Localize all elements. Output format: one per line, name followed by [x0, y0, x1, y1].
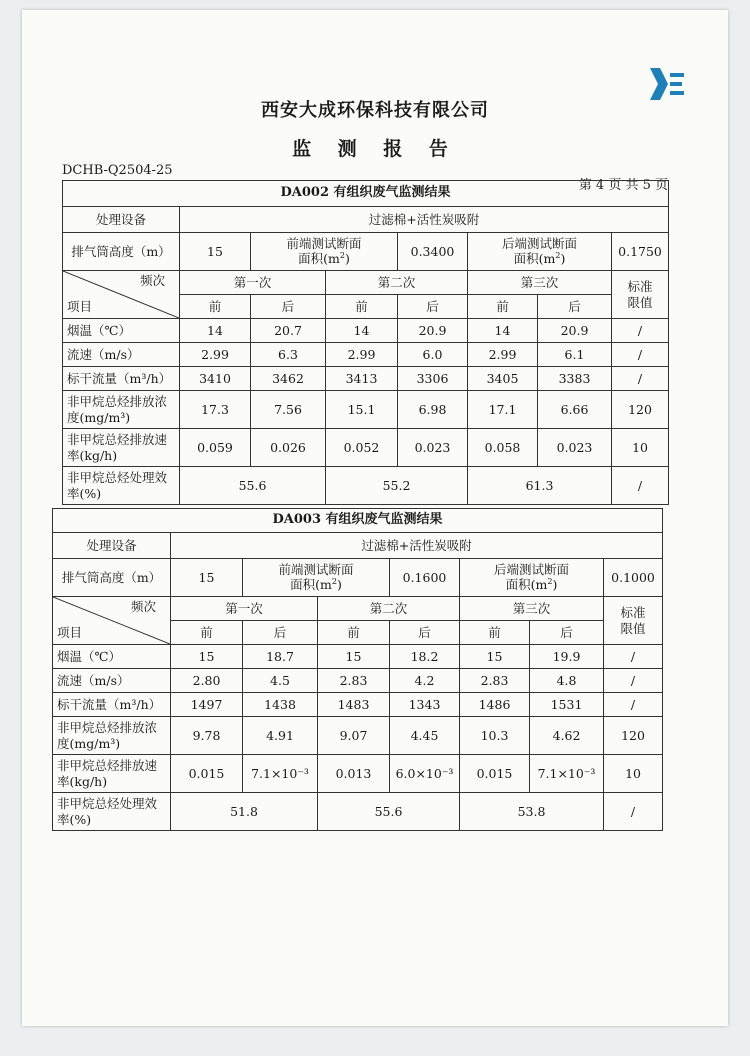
before-label: 前 — [460, 621, 530, 645]
standard-label: 标准 限值 — [612, 271, 669, 319]
after-label: 后 — [390, 621, 460, 645]
section-title: DA003 有组织废气监测结果 — [53, 509, 663, 533]
header-diagonal-cell — [53, 597, 171, 645]
round-3-label: 第三次 — [468, 271, 612, 295]
stack-height-label: 排气筒高度（m） — [53, 559, 171, 597]
item-label: 项目 — [67, 299, 93, 315]
equipment-label: 处理设备 — [63, 207, 180, 233]
monitoring-table-da003 — [52, 508, 663, 831]
after-label: 后 — [243, 621, 318, 645]
document-number: DCHB-Q2504-25 — [62, 163, 173, 178]
standard-value: 10 — [604, 755, 663, 793]
value-cell: 2.99 — [180, 343, 251, 367]
company-name: 西安大成环保科技有限公司 — [261, 100, 489, 121]
value-cell: 4.45 — [390, 717, 460, 755]
row-label: 非甲烷总烃排放速率(kg/h) — [53, 755, 171, 793]
value-cell: 2.83 — [318, 669, 390, 693]
value-cell: 0.059 — [180, 429, 251, 467]
stack-height-value: 15 — [171, 559, 243, 597]
after-label: 后 — [538, 295, 612, 319]
standard-value: / — [612, 319, 669, 343]
value-cell: 19.9 — [530, 645, 604, 669]
value-cell: 18.7 — [243, 645, 318, 669]
table-row — [53, 693, 663, 717]
equipment-value: 过滤棉+活性炭吸附 — [180, 207, 669, 233]
value-cell: 3462 — [251, 367, 326, 391]
efficiency-label: 非甲烷总烃处理效率(%) — [53, 793, 171, 831]
value-cell: 0.015 — [171, 755, 243, 793]
before-label: 前 — [180, 295, 251, 319]
page-number: 第 4 页 共 5 页 — [578, 178, 668, 193]
value-cell: 6.0×10⁻³ — [390, 755, 460, 793]
frequency-label: 频次 — [130, 599, 156, 614]
table-row — [63, 429, 669, 467]
row-label: 烟温（℃） — [63, 319, 180, 343]
efficiency-label: 非甲烷总烃处理效率(%) — [63, 467, 180, 505]
round-3-label: 第三次 — [460, 597, 604, 621]
value-cell: 6.1 — [538, 343, 612, 367]
header-diagonal-cell — [63, 271, 180, 319]
value-cell: 0.058 — [468, 429, 538, 467]
standard-value: 10 — [612, 429, 669, 467]
value-cell: 3410 — [180, 367, 251, 391]
frequency-label: 频次 — [139, 273, 165, 288]
standard-value: / — [612, 343, 669, 367]
report-title: 监 测 报 告 — [292, 138, 458, 160]
report-page — [22, 10, 728, 1026]
standard-value: / — [604, 645, 663, 669]
monitoring-table-da002 — [62, 180, 669, 505]
value-cell: 1531 — [530, 693, 604, 717]
table-row — [63, 367, 669, 391]
before-label: 前 — [318, 621, 390, 645]
row-label: 非甲烷总烃排放浓度(mg/m³) — [63, 391, 180, 429]
value-cell: 6.98 — [398, 391, 468, 429]
value-cell: 1483 — [318, 693, 390, 717]
value-cell: 1486 — [460, 693, 530, 717]
value-cell: 14 — [468, 319, 538, 343]
table-row — [63, 391, 669, 429]
section-title: DA002 有组织废气监测结果 — [63, 181, 669, 207]
back-area-value: 0.1000 — [604, 559, 663, 597]
before-label: 前 — [468, 295, 538, 319]
value-cell: 15 — [171, 645, 243, 669]
table-row — [53, 755, 663, 793]
value-cell: 20.9 — [538, 319, 612, 343]
efficiency-value: 61.3 — [468, 467, 612, 505]
row-label: 非甲烷总烃排放浓度(mg/m³) — [53, 717, 171, 755]
stack-height-value: 15 — [180, 233, 251, 271]
value-cell: 2.99 — [326, 343, 398, 367]
value-cell: 3306 — [398, 367, 468, 391]
value-cell: 14 — [326, 319, 398, 343]
back-area-value: 0.1750 — [612, 233, 669, 271]
standard-label: 标准 限值 — [604, 597, 663, 645]
table-row — [63, 343, 669, 367]
efficiency-value: 55.2 — [326, 467, 468, 505]
before-label: 前 — [326, 295, 398, 319]
value-cell: 9.07 — [318, 717, 390, 755]
value-cell: 0.023 — [398, 429, 468, 467]
back-area-label: 后端测试断面 面积$(m^2)$ — [460, 559, 604, 597]
value-cell: 1497 — [171, 693, 243, 717]
table-row — [63, 319, 669, 343]
standard-value: 120 — [612, 391, 669, 429]
value-cell: 7.1×10⁻³ — [243, 755, 318, 793]
value-cell: 15.1 — [326, 391, 398, 429]
value-cell: 15 — [318, 645, 390, 669]
round-2-label: 第二次 — [318, 597, 460, 621]
row-label: 流速（m/s） — [53, 669, 171, 693]
after-label: 后 — [530, 621, 604, 645]
value-cell: 2.83 — [460, 669, 530, 693]
value-cell: 0.023 — [538, 429, 612, 467]
value-cell: 10.3 — [460, 717, 530, 755]
efficiency-value: 51.8 — [171, 793, 318, 831]
value-cell: 18.2 — [390, 645, 460, 669]
front-area-label: 前端测试断面 面积$(m^2)$ — [251, 233, 398, 271]
row-label: 标干流量（m³/h） — [63, 367, 180, 391]
value-cell: 6.0 — [398, 343, 468, 367]
table-row — [53, 669, 663, 693]
standard-value: / — [612, 467, 669, 505]
row-label: 烟温（℃） — [53, 645, 171, 669]
row-label: 非甲烷总烃排放速率(kg/h) — [63, 429, 180, 467]
value-cell: 0.026 — [251, 429, 326, 467]
value-cell: 2.80 — [171, 669, 243, 693]
value-cell: 4.2 — [390, 669, 460, 693]
value-cell: 14 — [180, 319, 251, 343]
value-cell: 3413 — [326, 367, 398, 391]
front-area-label: 前端测试断面 面积$(m^2)$ — [243, 559, 390, 597]
value-cell: 4.8 — [530, 669, 604, 693]
value-cell: 6.3 — [251, 343, 326, 367]
value-cell: 7.56 — [251, 391, 326, 429]
standard-value: 120 — [604, 717, 663, 755]
standard-value: / — [604, 793, 663, 831]
standard-value: / — [612, 367, 669, 391]
front-area-value: 0.3400 — [398, 233, 468, 271]
value-cell: 0.013 — [318, 755, 390, 793]
round-1-label: 第一次 — [171, 597, 318, 621]
equipment-label: 处理设备 — [53, 533, 171, 559]
value-cell: 4.5 — [243, 669, 318, 693]
value-cell: 20.7 — [251, 319, 326, 343]
round-2-label: 第二次 — [326, 271, 468, 295]
back-area-label: 后端测试断面 面积$(m^2)$ — [468, 233, 612, 271]
after-label: 后 — [398, 295, 468, 319]
value-cell: 4.91 — [243, 717, 318, 755]
efficiency-value: 55.6 — [318, 793, 460, 831]
table-row — [53, 717, 663, 755]
value-cell: 1343 — [390, 693, 460, 717]
table-row — [53, 645, 663, 669]
value-cell: 0.015 — [460, 755, 530, 793]
equipment-value: 过滤棉+活性炭吸附 — [171, 533, 663, 559]
value-cell: 7.1×10⁻³ — [530, 755, 604, 793]
value-cell: 1438 — [243, 693, 318, 717]
value-cell: 3405 — [468, 367, 538, 391]
value-cell: 0.052 — [326, 429, 398, 467]
value-cell: 9.78 — [171, 717, 243, 755]
row-label: 标干流量（m³/h） — [53, 693, 171, 717]
value-cell: 15 — [460, 645, 530, 669]
stack-height-label: 排气筒高度（m） — [63, 233, 180, 271]
before-label: 前 — [171, 621, 243, 645]
value-cell: 6.66 — [538, 391, 612, 429]
efficiency-value: 53.8 — [460, 793, 604, 831]
after-label: 后 — [251, 295, 326, 319]
value-cell: 3383 — [538, 367, 612, 391]
value-cell: 17.3 — [180, 391, 251, 429]
value-cell: 17.1 — [468, 391, 538, 429]
item-label: 项目 — [57, 625, 83, 641]
efficiency-row — [63, 467, 669, 505]
standard-value: / — [604, 669, 663, 693]
value-cell: 20.9 — [398, 319, 468, 343]
front-area-value: 0.1600 — [390, 559, 460, 597]
value-cell: 4.62 — [530, 717, 604, 755]
value-cell: 2.99 — [468, 343, 538, 367]
efficiency-row — [53, 793, 663, 831]
row-label: 流速（m/s） — [63, 343, 180, 367]
efficiency-value: 55.6 — [180, 467, 326, 505]
standard-value: / — [604, 693, 663, 717]
round-1-label: 第一次 — [180, 271, 326, 295]
